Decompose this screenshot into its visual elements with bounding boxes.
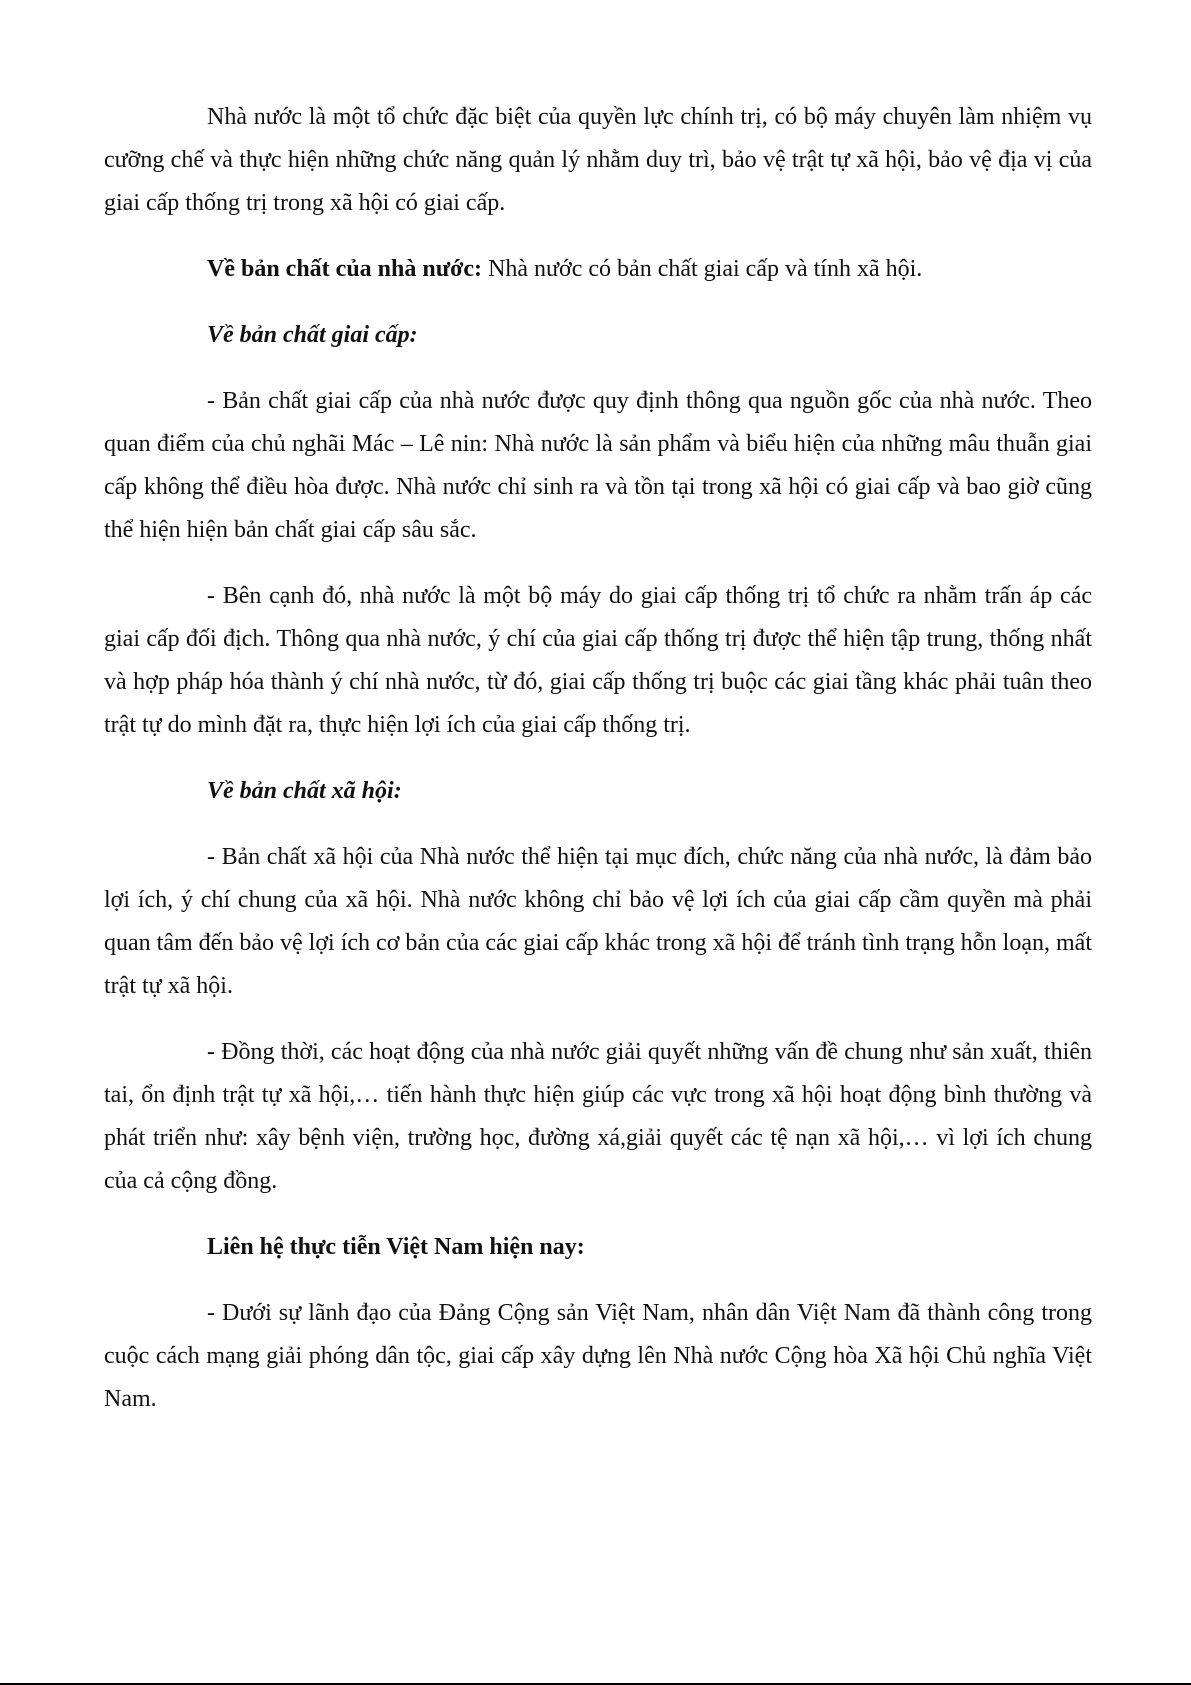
- paragraph-state-nature: [104, 248, 1092, 291]
- heading-social-nature-wrap: [104, 770, 1092, 813]
- heading-state-nature: Về bản chất của nhà nước:: [207, 256, 483, 282]
- heading-class-nature-wrap: [104, 314, 1092, 357]
- paragraph-vietnam-practice-1: - Dưới sự lãnh đạo của Đảng Cộng sản Việt Nam, nhân dân Việt Nam đã thành công trong cuộc cách mạng giải phóng dân tộc, giai cấp xây dựng lên Nhà nước Cộng hòa Xã hội Chủ nghĩa Việt Nam.: [104, 1300, 1092, 1412]
- heading-social-nature: Về bản chất xã hội:: [207, 778, 402, 804]
- paragraph-state-definition: Nhà nước là một tổ chức đặc biệt của quyền lực chính trị, có bộ máy chuyên làm nhiệm vụ cưỡng chế và thực hiện những chức năng quản lý nhằm duy trì, bảo vệ trật tự xã hội, bảo vệ địa vị của giai cấp thống trị trong xã hội có giai cấp.: [104, 104, 1092, 216]
- state-nature-text: Nhà nước có bản chất giai cấp và tính xã hội.: [482, 256, 923, 282]
- heading-class-nature: Về bản chất giai cấp:: [207, 322, 418, 348]
- heading-vietnam-practice: Liên hệ thực tiễn Việt Nam hiện nay:: [207, 1234, 585, 1260]
- heading-vietnam-practice-wrap: [104, 1226, 1092, 1269]
- paragraph-class-nature-1: - Bản chất giai cấp của nhà nước được quy định thông qua nguồn gốc của nhà nước. Theo quan điểm của chủ nghãi Mác – Lê nin: Nhà nước là sản phẩm và biểu hiện của những mâu thuẫn giai cấp không thể điều hòa được. Nhà nước chỉ sinh ra và tồn tại trong xã hội có giai cấp và bao giờ cũng thể hiện hiện bản chất giai cấp sâu sắc.: [104, 388, 1092, 543]
- paragraph-social-nature-1: - Bản chất xã hội của Nhà nước thể hiện tại mục đích, chức năng của nhà nước, là đảm bảo lợi ích, ý chí chung của xã hội. Nhà nước không chỉ bảo vệ lợi ích của giai cấp cầm quyền mà phải quan tâm đến bảo vệ lợi ích cơ bản của các giai cấp khác trong xã hội để tránh tình trạng hỗn loạn, mất trật tự xã hội.: [104, 844, 1092, 999]
- paragraph-class-nature-2: - Bên cạnh đó, nhà nước là một bộ máy do giai cấp thống trị tổ chức ra nhằm trấn áp các giai cấp đối địch. Thông qua nhà nước, ý chí của giai cấp thống trị được thể hiện tập trung, thống nhất và hợp pháp hóa thành ý chí nhà nước, từ đó, giai cấp thống trị buộc các giai tầng khác phải tuân theo trật tự do mình đặt ra, thực hiện lợi ích của giai cấp thống trị.: [104, 583, 1092, 738]
- paragraph-social-nature-2: - Đồng thời, các hoạt động của nhà nước giải quyết những vấn đề chung như sản xuất, thiên tai, ổn định trật tự xã hội,… tiến hành thực hiện giúp các vực trong xã hội hoạt động bình thường và phát triển như: xây bệnh viện, trường học, đường xá,giải quyết các tệ nạn xã hội,… vì lợi ích chung của cả cộng đồng.: [104, 1039, 1092, 1194]
- document-body: [104, 96, 1092, 1444]
